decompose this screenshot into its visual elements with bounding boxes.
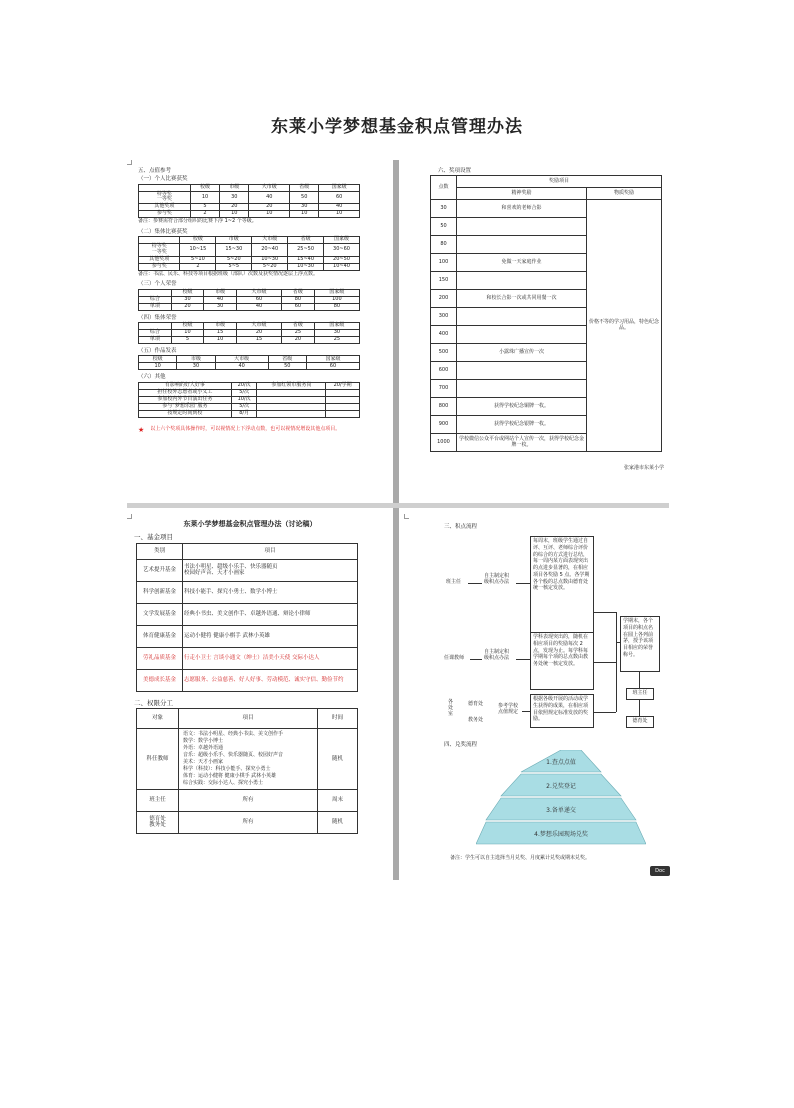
- label-head-teacher: 班主任: [446, 579, 462, 585]
- table-note: 备注：参赛需符合部分组织的比赛下浮 1~2 个等级。: [138, 218, 257, 225]
- table-cell: 10: [290, 211, 319, 218]
- tier-label-3: 3.备单递交: [546, 807, 576, 814]
- section-heading: 六、奖项设置: [438, 168, 472, 174]
- table-cell: 2: [180, 263, 216, 270]
- header-cell: 国家级: [314, 323, 359, 330]
- connector: [594, 662, 616, 663]
- section-heading: 一、基金项目: [134, 533, 173, 542]
- table-cell: 5~20: [252, 263, 288, 270]
- spirit-award-cell: 小露珠广播宣传一次: [457, 344, 587, 362]
- category-cell: 文学发展基金: [137, 603, 183, 625]
- project-cell: 志愿服务、公益慈善、好人好事、劳动模范、诚实守信、勤俭节约: [183, 669, 358, 691]
- points-cell: 200: [431, 290, 457, 308]
- table-cell: 单项: [139, 303, 172, 310]
- object-cell: 科任教师: [137, 728, 179, 789]
- table-cell: [257, 396, 326, 403]
- table-title: （三）个人荣誉: [138, 281, 177, 288]
- table-cell: 参与“梦想乐园”服务: [139, 403, 232, 410]
- spirit-award-cell: [457, 380, 587, 398]
- page-award-settings: [426, 164, 668, 500]
- table-row: [137, 603, 358, 625]
- flow-step: 自主制定积 级积点办法: [484, 573, 510, 585]
- table-cell: 2: [190, 211, 219, 218]
- connector: [616, 612, 617, 712]
- award-table: [430, 175, 662, 452]
- spirit-award-cell: 和校长合影一次或共同用餐一次: [457, 290, 587, 308]
- connector: [522, 711, 530, 712]
- table-cell: 特等奖 一等奖: [139, 244, 180, 257]
- object-cell: 班主任: [137, 789, 179, 811]
- table-cell: 5~5: [216, 263, 252, 270]
- table-row: [137, 728, 358, 789]
- table-row: [139, 244, 360, 257]
- star-note: 以上六个奖项具体操作时，可以视情况上下浮动点数，也可以视情况增设其他点项目。: [150, 425, 341, 432]
- table-cell: 15~30: [216, 244, 252, 257]
- table-cell: 60: [236, 296, 281, 303]
- table-cell: 60: [306, 363, 359, 370]
- table-cell: 30: [204, 303, 237, 310]
- table-cell: 10/次: [231, 396, 257, 403]
- table-cell: 5~20: [216, 256, 252, 263]
- col-spirit: 精神奖励: [457, 188, 587, 200]
- table-cell: 40: [249, 191, 290, 204]
- table-title: （一）个人比赛获奖: [138, 176, 188, 183]
- publication-table: [138, 355, 360, 370]
- document-title: 东莱小学梦想基金积点管理办法: [271, 117, 523, 137]
- spirit-award-cell: [457, 236, 587, 254]
- table-cell: 20: [171, 303, 204, 310]
- group-honor-table: [138, 322, 360, 344]
- table-cell: 20/学期: [326, 382, 360, 389]
- table-cell: 单项: [139, 337, 172, 344]
- table-cell: 30: [220, 191, 249, 204]
- time-cell: 随机: [318, 811, 358, 833]
- table-row: [139, 211, 360, 218]
- table-cell: 有影响的好人好事: [139, 382, 232, 389]
- flow-box-semester-end: 学期末，各个项目的积点名在圆上各列前茅，授予该项目相应的荣誉称号。: [620, 616, 660, 672]
- header-cell: 省级: [282, 323, 315, 330]
- table-cell: 特等奖 一等奖: [139, 191, 191, 204]
- table-row: [139, 363, 360, 370]
- col-time: 时间: [318, 708, 358, 728]
- redemption-note: 备注：学生可以自主选择当月兑奖、月度累计兑奖或期末兑奖。: [450, 855, 591, 861]
- col-project: 项目: [183, 543, 358, 559]
- header-cell: 大市级: [252, 237, 288, 244]
- fund-project-table: [136, 543, 358, 692]
- points-cell: 400: [431, 326, 457, 344]
- project-cell: 书法小明星、超级小乐手、快乐器随页 校园好声音、天才小画家: [183, 559, 358, 581]
- table-header-row: [139, 323, 360, 330]
- spirit-award-cell: 获得学校纪念铜牌一枚。: [457, 398, 587, 416]
- table-cell: 30: [171, 296, 204, 303]
- table-row: [431, 200, 662, 218]
- flow-dept-academic: 教务处: [468, 717, 484, 723]
- label-offices: 各 处 室: [448, 699, 454, 717]
- table-cell: [326, 389, 360, 396]
- header-cell: 校级: [139, 356, 177, 363]
- table-cell: 10: [249, 211, 290, 218]
- flow-box-moral-office-end: 德育处: [626, 716, 654, 728]
- spirit-award-cell: [457, 362, 587, 380]
- connector: [594, 612, 616, 613]
- table-row: [139, 191, 360, 204]
- spirit-award-cell: [457, 218, 587, 236]
- table-cell: 按规定时间到校: [139, 410, 232, 417]
- table-cell: 10~30: [288, 263, 324, 270]
- table-cell: 参加校内外节目演出任务: [139, 396, 232, 403]
- table-header-row: [139, 356, 360, 363]
- table-row: [137, 581, 358, 603]
- connector: [516, 659, 530, 660]
- item-cell: 所有: [179, 789, 318, 811]
- table-cell: 80: [314, 303, 359, 310]
- connector: [470, 659, 482, 660]
- connector: [639, 672, 640, 688]
- page-management-draft: [132, 512, 368, 876]
- header-cell: 市级: [220, 184, 249, 191]
- tier-label-4: 4.梦想乐园现场兑奖: [534, 831, 588, 838]
- category-cell: 体育健康基金: [137, 625, 183, 647]
- category-cell: 艺术提升基金: [137, 559, 183, 581]
- table-row: [137, 559, 358, 581]
- table-cell: 20: [236, 330, 281, 337]
- points-cell: 1000: [431, 434, 457, 452]
- table-row: [139, 337, 360, 344]
- spirit-award-cell: 获得学校纪念银牌一枚。: [457, 416, 587, 434]
- header-cell: 国家级: [306, 356, 359, 363]
- project-cell: 运动小健将 健康小棋手 武林小英雄: [183, 625, 358, 647]
- points-cell: 600: [431, 362, 457, 380]
- table-cell: 25: [314, 337, 359, 344]
- table-header-row: [139, 237, 360, 244]
- table-row: [139, 330, 360, 337]
- table-cell: 20: [282, 337, 315, 344]
- header-cell: 校级: [190, 184, 219, 191]
- flow-box-head-teacher: 每周末，班级学生通过自评、互评、老师综合评价的综合的方式进行总结，每一周内某方面表现突出的点进步显著的，在相应项目各奖励 5 点。各学期各个般的总点数由德育处统一核定发放。: [530, 536, 594, 640]
- vertical-separator: [393, 160, 399, 880]
- table-cell: 综合: [139, 330, 172, 337]
- table-row: [137, 647, 358, 669]
- points-cell: 50: [431, 218, 457, 236]
- table-cell: 20~50: [324, 256, 360, 263]
- header-cell: 省级: [288, 237, 324, 244]
- header-cell: 市级: [204, 289, 237, 296]
- category-cell: 科学创新基金: [137, 581, 183, 603]
- permission-table: [136, 708, 358, 834]
- header-cell: 校级: [180, 237, 216, 244]
- col-award: 奖励项目: [457, 176, 662, 188]
- table-cell: 25~50: [288, 244, 324, 257]
- draft-title: 东莱小学梦想基金积点管理办法（讨论稿）: [183, 520, 317, 528]
- header-cell: 大市级: [215, 356, 268, 363]
- table-cell: 其他奖项: [139, 204, 191, 211]
- table-cell: 60: [282, 303, 315, 310]
- category-cell: 美德成长基金: [137, 669, 183, 691]
- star-icon: ★: [138, 425, 145, 434]
- table-cell: 100: [314, 296, 359, 303]
- table-row: [137, 625, 358, 647]
- spirit-award-cell: 学校微信公众平台或网站个人宣传一次，获得学校纪念金牌一枚。: [457, 434, 587, 452]
- table-cell: [257, 410, 326, 417]
- col-item: 项目: [179, 708, 318, 728]
- project-cell: 经典小书虫、美文创作手、卓越外语通、辩论小律师: [183, 603, 358, 625]
- table-title: （四）集体荣誉: [138, 314, 177, 321]
- header-cell: 省级: [282, 289, 315, 296]
- connector: [594, 712, 616, 713]
- table-cell: 10~15: [180, 244, 216, 257]
- group-award-table: [138, 236, 360, 271]
- item-cell: 语文：书法小明星、经典小书虫、美文创作手 数学：数学小博士 外语：卓越外语通 音乐：超级小乐手、快乐器随页、校园好声音 美术：天才小画家 科学（科技）：科技小能手、探究小勇士 体育：运动小健将 健康小棋手 武林小英雄 综合实践：交际小达人、探究小勇士: [179, 728, 318, 789]
- spirit-award-cell: [457, 272, 587, 290]
- table-cell: 5/次: [231, 403, 257, 410]
- points-cell: 700: [431, 380, 457, 398]
- points-cell: 800: [431, 398, 457, 416]
- flow-step: 自主制定积 级积点办法: [484, 649, 510, 661]
- col-category: 类别: [137, 543, 183, 559]
- object-cell: 德育处 教务处: [137, 811, 179, 833]
- individual-honor-table: [138, 289, 360, 311]
- header-cell: 国家级: [314, 289, 359, 296]
- header-cell: 大市级: [236, 323, 281, 330]
- time-cell: 周末: [318, 789, 358, 811]
- table-cell: 10: [204, 337, 237, 344]
- table-title: （六）其他: [138, 374, 166, 381]
- header-cell: 省级: [290, 184, 319, 191]
- table-row: [137, 811, 358, 833]
- table-cell: 10: [220, 211, 249, 218]
- table-cell: 50: [268, 363, 306, 370]
- table-row: [139, 263, 360, 270]
- points-cell: 80: [431, 236, 457, 254]
- table-row: [137, 789, 358, 811]
- section-heading: 三、积点流程: [444, 524, 478, 530]
- table-cell: [326, 410, 360, 417]
- item-cell: 所有: [179, 811, 318, 833]
- doc-badge: Doc: [650, 866, 670, 876]
- header-cell: 国家级: [324, 237, 360, 244]
- table-cell: 40: [236, 303, 281, 310]
- header-cell: 校级: [171, 289, 204, 296]
- table-cell: 30: [290, 204, 319, 211]
- horizontal-separator: [127, 503, 669, 508]
- connector: [468, 583, 482, 584]
- flow-step: 参考学校 点值规定: [498, 703, 519, 715]
- header-cell: 省级: [268, 356, 306, 363]
- table-header-row: [139, 289, 360, 296]
- table-cell: 80: [282, 296, 315, 303]
- header-cell: 校级: [171, 323, 204, 330]
- table-cell: 5~10: [180, 256, 216, 263]
- table-cell: 8/月: [231, 410, 257, 417]
- table-cell: 50: [290, 191, 319, 204]
- project-cell: 科技小能手、探究小勇士、数学小博士: [183, 581, 358, 603]
- points-cell: 900: [431, 416, 457, 434]
- col-object: 对象: [137, 708, 179, 728]
- individual-award-table: [138, 184, 360, 219]
- spirit-award-cell: 免做一天家庭作业: [457, 254, 587, 272]
- col-material: 物质奖励: [587, 188, 662, 200]
- header-cell: 大市级: [236, 289, 281, 296]
- table-title: （二）集体比赛获奖: [138, 228, 188, 235]
- table-cell: 15~40: [288, 256, 324, 263]
- table-cell: [257, 403, 326, 410]
- other-table: [138, 382, 360, 418]
- table-cell: 15: [204, 330, 237, 337]
- table-cell: 担任校外志愿者或小义工: [139, 389, 232, 396]
- header-cell: 市级: [204, 323, 237, 330]
- spirit-award-cell: [457, 326, 587, 344]
- table-cell: 参与奖: [139, 263, 180, 270]
- table-cell: 40: [319, 204, 360, 211]
- project-cell: 行走小卫士 言谈小通文（绅士）洁美小天使 交际小达人: [183, 647, 358, 669]
- table-cell: 20/次: [231, 382, 257, 389]
- table-cell: 参与奖: [139, 211, 191, 218]
- table-cell: 参加红领巾服务岗: [257, 382, 326, 389]
- section-heading: 五、点值参考: [138, 168, 172, 174]
- header-cell: 大市级: [249, 184, 290, 191]
- flow-box-subject-teacher: 学科表现突出的，随机在相应项目的奖励每次 2 点，发现为止。每学科每学期每个项的总点数由教务处统一核定发放。: [530, 632, 594, 690]
- points-cell: 300: [431, 308, 457, 326]
- table-cell: 20: [249, 204, 290, 211]
- table-row: [139, 303, 360, 310]
- table-cell: 40: [215, 363, 268, 370]
- tier-label-1: 1.查点点值: [546, 759, 576, 766]
- header-cell: 市级: [216, 237, 252, 244]
- table-cell: 15: [236, 337, 281, 344]
- table-cell: 30: [177, 363, 215, 370]
- page-flow: [426, 512, 672, 878]
- table-note: 备注：书法、民乐、科技等项目根据班级（部队）次数及获奖情况逐层上浮点数。: [138, 270, 319, 277]
- material-award-cell: 价格不等的学习用品，特色纪念品。: [587, 200, 662, 452]
- header-cell: 市级: [177, 356, 215, 363]
- connector: [516, 583, 530, 584]
- points-cell: 100: [431, 254, 457, 272]
- table-cell: 10~40: [324, 263, 360, 270]
- flow-box-offices: 根据各级开展的活动或学生获得的成果，在相应项目依照规定标准发放的奖励。: [530, 694, 594, 728]
- table-row: [139, 410, 360, 417]
- table-cell: 60: [319, 191, 360, 204]
- spirit-award-cell: 和喜欢的老师合影: [457, 200, 587, 218]
- table-cell: 综合: [139, 296, 172, 303]
- corner-mark: [404, 514, 409, 519]
- table-cell: 30: [314, 330, 359, 337]
- table-row: [139, 296, 360, 303]
- table-cell: 5: [190, 204, 219, 211]
- flow-box-head-teacher-end: 班主任: [626, 688, 654, 700]
- table-cell: 10: [190, 191, 219, 204]
- spirit-award-cell: [457, 308, 587, 326]
- tier-label-2: 2.兑奖登记: [546, 783, 576, 790]
- page-point-values: [132, 164, 368, 500]
- header-cell: 国家级: [319, 184, 360, 191]
- category-cell: 劳礼品质基金: [137, 647, 183, 669]
- table-cell: [326, 396, 360, 403]
- points-cell: 500: [431, 344, 457, 362]
- table-cell: 10: [171, 330, 204, 337]
- table-cell: 其他奖项: [139, 256, 180, 263]
- label-subject-teacher: 任课教师: [444, 655, 465, 661]
- table-cell: 10~30: [252, 256, 288, 263]
- table-cell: 30~60: [324, 244, 360, 257]
- table-cell: [326, 403, 360, 410]
- table-cell: 5/次: [231, 389, 257, 396]
- section-heading: 二、权限分工: [134, 698, 173, 707]
- time-cell: 随机: [318, 728, 358, 789]
- table-cell: 20~40: [252, 244, 288, 257]
- section-heading: 四、兑奖流程: [444, 742, 478, 748]
- table-title: （五）作品发表: [138, 348, 177, 355]
- table-cell: [257, 389, 326, 396]
- table-cell: 25: [282, 330, 315, 337]
- table-row: [137, 669, 358, 691]
- table-cell: 40: [204, 296, 237, 303]
- col-points: 点数: [431, 176, 457, 200]
- points-cell: 30: [431, 200, 457, 218]
- school-name: 张家港市东莱小学: [623, 465, 664, 472]
- table-cell: 10: [139, 363, 177, 370]
- table-cell: 5: [171, 337, 204, 344]
- table-row: [139, 256, 360, 263]
- flow-dept-moral: 德育处: [468, 701, 484, 707]
- points-cell: 150: [431, 272, 457, 290]
- table-cell: 10: [319, 211, 360, 218]
- connector: [639, 700, 640, 716]
- table-cell: 20: [220, 204, 249, 211]
